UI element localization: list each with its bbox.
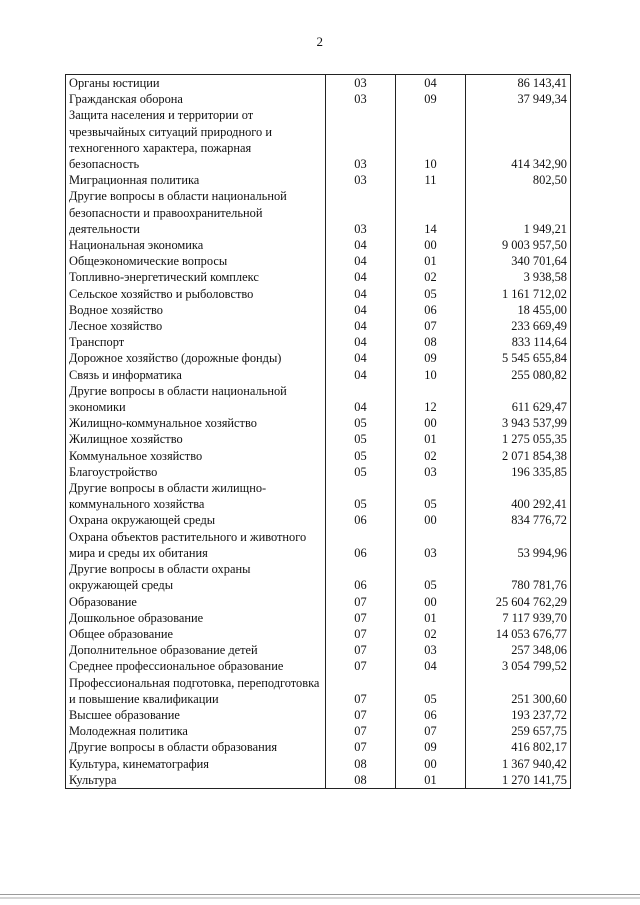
row-name-cell: Дошкольное образование <box>66 610 326 626</box>
table-row <box>66 594 571 610</box>
row-subsection-cell: 03 <box>396 642 466 658</box>
table-row <box>66 480 571 512</box>
row-name-cell: Национальная экономика <box>66 237 326 253</box>
row-section-cell: 04 <box>326 237 396 253</box>
table-row <box>66 431 571 447</box>
row-name-cell: Защита населения и территории от чрезвычайных ситуаций природного и техногенного характера, пожарная безопасность <box>66 107 326 172</box>
row-amount-cell: 834 776,72 <box>466 512 571 528</box>
row-section-cell: 04 <box>326 302 396 318</box>
row-section-cell: 05 <box>326 448 396 464</box>
row-section-cell: 03 <box>326 91 396 107</box>
row-name-cell: Транспорт <box>66 334 326 350</box>
table-row <box>66 302 571 318</box>
row-name-cell: Дополнительное образование детей <box>66 642 326 658</box>
row-subsection-cell: 12 <box>396 383 466 415</box>
row-section-cell: 06 <box>326 529 396 561</box>
row-amount-cell: 86 143,41 <box>466 75 571 92</box>
row-name-cell: Охрана окружающей среды <box>66 512 326 528</box>
row-subsection-cell: 00 <box>396 415 466 431</box>
row-subsection-cell: 00 <box>396 756 466 772</box>
row-amount-cell: 3 054 799,52 <box>466 658 571 674</box>
table-row <box>66 642 571 658</box>
row-subsection-cell: 06 <box>396 302 466 318</box>
row-amount-cell: 233 669,49 <box>466 318 571 334</box>
row-name-cell: Культура <box>66 772 326 789</box>
row-amount-cell: 257 348,06 <box>466 642 571 658</box>
row-section-cell: 04 <box>326 286 396 302</box>
row-section-cell: 03 <box>326 188 396 237</box>
table-row <box>66 107 571 172</box>
row-amount-cell: 196 335,85 <box>466 464 571 480</box>
row-amount-cell: 1 949,21 <box>466 188 571 237</box>
table-row <box>66 350 571 366</box>
row-section-cell: 08 <box>326 756 396 772</box>
footer-divider-shadow <box>0 897 640 899</box>
row-name-cell: Образование <box>66 594 326 610</box>
row-amount-cell: 37 949,34 <box>466 91 571 107</box>
row-section-cell: 03 <box>326 172 396 188</box>
row-section-cell: 06 <box>326 561 396 593</box>
row-subsection-cell: 05 <box>396 561 466 593</box>
row-amount-cell: 3 943 537,99 <box>466 415 571 431</box>
row-name-cell: Охрана объектов растительного и животного мира и среды их обитания <box>66 529 326 561</box>
row-name-cell: Дорожное хозяйство (дорожные фонды) <box>66 350 326 366</box>
row-name-cell: Миграционная политика <box>66 172 326 188</box>
row-subsection-cell: 01 <box>396 431 466 447</box>
row-name-cell: Органы юстиции <box>66 75 326 92</box>
row-section-cell: 07 <box>326 675 396 707</box>
row-section-cell: 03 <box>326 75 396 92</box>
row-name-cell: Жилищное хозяйство <box>66 431 326 447</box>
row-subsection-cell: 11 <box>396 172 466 188</box>
row-amount-cell: 255 080,82 <box>466 367 571 383</box>
table-row <box>66 464 571 480</box>
page-number: 2 <box>316 34 324 49</box>
table-row <box>66 610 571 626</box>
row-subsection-cell: 09 <box>396 350 466 366</box>
row-amount-cell: 7 117 939,70 <box>466 610 571 626</box>
table-row <box>66 75 571 92</box>
table-row <box>66 237 571 253</box>
row-subsection-cell: 01 <box>396 610 466 626</box>
row-amount-cell: 5 545 655,84 <box>466 350 571 366</box>
row-name-cell: Гражданская оборона <box>66 91 326 107</box>
table-row <box>66 723 571 739</box>
row-section-cell: 07 <box>326 739 396 755</box>
row-subsection-cell: 02 <box>396 448 466 464</box>
row-name-cell: Водное хозяйство <box>66 302 326 318</box>
budget-table-body <box>66 75 571 789</box>
row-subsection-cell: 09 <box>396 91 466 107</box>
row-section-cell: 04 <box>326 383 396 415</box>
row-subsection-cell: 06 <box>396 707 466 723</box>
table-row <box>66 188 571 237</box>
row-section-cell: 04 <box>326 334 396 350</box>
row-subsection-cell: 05 <box>396 480 466 512</box>
row-subsection-cell: 00 <box>396 594 466 610</box>
table-row <box>66 561 571 593</box>
table-row <box>66 675 571 707</box>
row-amount-cell: 802,50 <box>466 172 571 188</box>
row-amount-cell: 53 994,96 <box>466 529 571 561</box>
row-subsection-cell: 14 <box>396 188 466 237</box>
row-name-cell: Благоустройство <box>66 464 326 480</box>
row-amount-cell: 2 071 854,38 <box>466 448 571 464</box>
row-amount-cell: 259 657,75 <box>466 723 571 739</box>
row-subsection-cell: 01 <box>396 253 466 269</box>
row-amount-cell: 400 292,41 <box>466 480 571 512</box>
table-row <box>66 772 571 789</box>
table-row <box>66 91 571 107</box>
row-section-cell: 06 <box>326 512 396 528</box>
row-amount-cell: 25 604 762,29 <box>466 594 571 610</box>
row-section-cell: 04 <box>326 269 396 285</box>
row-amount-cell: 833 114,64 <box>466 334 571 350</box>
row-section-cell: 03 <box>326 107 396 172</box>
row-subsection-cell: 02 <box>396 269 466 285</box>
row-name-cell: Связь и информатика <box>66 367 326 383</box>
table-row <box>66 269 571 285</box>
row-section-cell: 04 <box>326 367 396 383</box>
row-amount-cell: 9 003 957,50 <box>466 237 571 253</box>
row-subsection-cell: 05 <box>396 675 466 707</box>
row-name-cell: Молодежная политика <box>66 723 326 739</box>
row-name-cell: Высшее образование <box>66 707 326 723</box>
row-subsection-cell: 03 <box>396 529 466 561</box>
row-name-cell: Общеэкономические вопросы <box>66 253 326 269</box>
row-name-cell: Среднее профессиональное образование <box>66 658 326 674</box>
table-row <box>66 756 571 772</box>
row-section-cell: 08 <box>326 772 396 789</box>
table-row <box>66 415 571 431</box>
row-section-cell: 07 <box>326 610 396 626</box>
row-name-cell: Жилищно-коммунальное хозяйство <box>66 415 326 431</box>
row-subsection-cell: 00 <box>396 512 466 528</box>
row-amount-cell: 3 938,58 <box>466 269 571 285</box>
footer-divider <box>0 894 640 895</box>
budget-table <box>65 74 571 789</box>
row-subsection-cell: 04 <box>396 75 466 92</box>
row-subsection-cell: 07 <box>396 318 466 334</box>
row-amount-cell: 1 270 141,75 <box>466 772 571 789</box>
row-subsection-cell: 07 <box>396 723 466 739</box>
row-name-cell: Сельское хозяйство и рыболовство <box>66 286 326 302</box>
row-name-cell: Лесное хозяйство <box>66 318 326 334</box>
table-row <box>66 626 571 642</box>
row-subsection-cell: 02 <box>396 626 466 642</box>
row-name-cell: Другие вопросы в области национальной безопасности и правоохранительной деятельности <box>66 188 326 237</box>
row-section-cell: 05 <box>326 415 396 431</box>
row-section-cell: 04 <box>326 318 396 334</box>
row-section-cell: 07 <box>326 626 396 642</box>
row-subsection-cell: 10 <box>396 107 466 172</box>
row-subsection-cell: 03 <box>396 464 466 480</box>
table-row <box>66 383 571 415</box>
row-section-cell: 07 <box>326 723 396 739</box>
table-row <box>66 318 571 334</box>
row-name-cell: Другие вопросы в области национальной экономики <box>66 383 326 415</box>
row-subsection-cell: 10 <box>396 367 466 383</box>
row-name-cell: Культура, кинематография <box>66 756 326 772</box>
row-amount-cell: 1 161 712,02 <box>466 286 571 302</box>
row-amount-cell: 18 455,00 <box>466 302 571 318</box>
row-amount-cell: 780 781,76 <box>466 561 571 593</box>
row-section-cell: 05 <box>326 480 396 512</box>
row-subsection-cell: 05 <box>396 286 466 302</box>
row-amount-cell: 414 342,90 <box>466 107 571 172</box>
row-amount-cell: 340 701,64 <box>466 253 571 269</box>
row-subsection-cell: 08 <box>396 334 466 350</box>
row-section-cell: 05 <box>326 464 396 480</box>
row-amount-cell: 611 629,47 <box>466 383 571 415</box>
row-section-cell: 04 <box>326 350 396 366</box>
row-subsection-cell: 00 <box>396 237 466 253</box>
table-row <box>66 172 571 188</box>
row-name-cell: Профессиональная подготовка, переподготовка и повышение квалификации <box>66 675 326 707</box>
row-section-cell: 07 <box>326 658 396 674</box>
row-amount-cell: 251 300,60 <box>466 675 571 707</box>
row-name-cell: Другие вопросы в области образования <box>66 739 326 755</box>
row-section-cell: 07 <box>326 707 396 723</box>
row-section-cell: 07 <box>326 594 396 610</box>
row-name-cell: Другие вопросы в области охраны окружающей среды <box>66 561 326 593</box>
table-row <box>66 286 571 302</box>
table-row <box>66 367 571 383</box>
row-amount-cell: 416 802,17 <box>466 739 571 755</box>
row-name-cell: Топливно-энергетический комплекс <box>66 269 326 285</box>
row-name-cell: Коммунальное хозяйство <box>66 448 326 464</box>
row-section-cell: 05 <box>326 431 396 447</box>
row-name-cell: Общее образование <box>66 626 326 642</box>
table-row <box>66 253 571 269</box>
table-row <box>66 512 571 528</box>
table-row <box>66 707 571 723</box>
table-row <box>66 529 571 561</box>
table-row <box>66 658 571 674</box>
row-amount-cell: 1 275 055,35 <box>466 431 571 447</box>
row-amount-cell: 193 237,72 <box>466 707 571 723</box>
row-amount-cell: 1 367 940,42 <box>466 756 571 772</box>
table-row <box>66 448 571 464</box>
row-subsection-cell: 04 <box>396 658 466 674</box>
row-section-cell: 07 <box>326 642 396 658</box>
row-subsection-cell: 09 <box>396 739 466 755</box>
row-subsection-cell: 01 <box>396 772 466 789</box>
row-name-cell: Другие вопросы в области жилищно-коммунального хозяйства <box>66 480 326 512</box>
table-row <box>66 334 571 350</box>
row-section-cell: 04 <box>326 253 396 269</box>
row-amount-cell: 14 053 676,77 <box>466 626 571 642</box>
table-row <box>66 739 571 755</box>
